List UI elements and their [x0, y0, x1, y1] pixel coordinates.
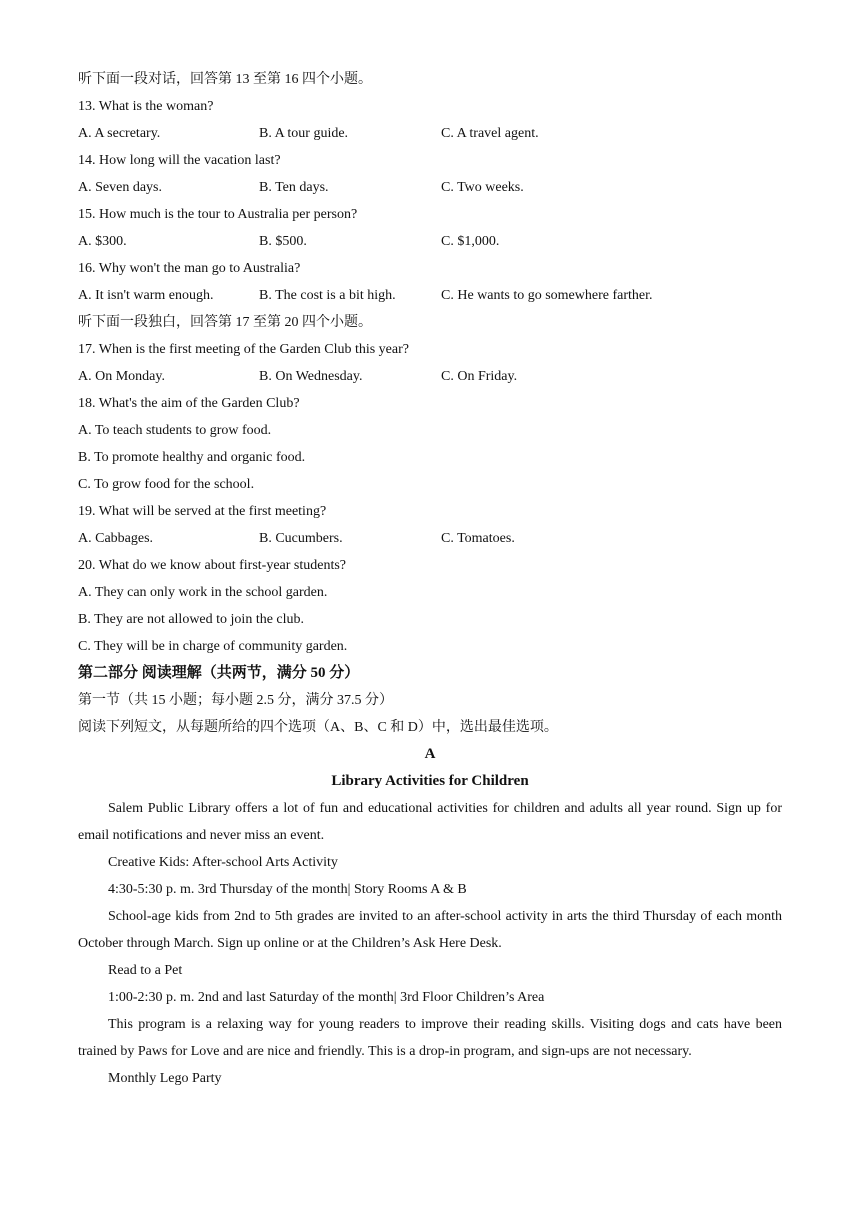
- question-14-options: [78, 174, 782, 201]
- monologue-instruction: 听下面一段独白，回答第 17 至第 20 四个小题。: [78, 315, 372, 330]
- option-c: C. Tomatoes.: [441, 531, 515, 546]
- option-b: B. A tour guide.: [259, 126, 349, 141]
- activity-3-name: Monthly Lego Party: [108, 1071, 222, 1086]
- option-b: B. The cost is a bit high.: [259, 288, 396, 303]
- option-c: C. Two weeks.: [441, 180, 524, 195]
- activity-2-name: Read to a Pet: [108, 963, 183, 978]
- option-b: B. Cucumbers.: [259, 531, 343, 546]
- option-b: B. $500.: [259, 234, 307, 249]
- section-one-heading: 第一节（共 15 小题；每小题 2.5 分，满分 37.5 分）: [78, 693, 393, 708]
- question-17-options: [78, 363, 782, 390]
- option-c: C. $1,000.: [441, 234, 500, 249]
- activity-1-description: School-age kids from 2nd to 5th grades are invited to an after-school activity in arts the third Thursday of each month October through March. Sign up online or at the Children’s Ask Here Desk.: [78, 909, 782, 951]
- question-16-options: [78, 282, 782, 309]
- option-c: C. To grow food for the school.: [78, 477, 255, 492]
- exam-page: [78, 66, 782, 1092]
- question-15: 15. How much is the tour to Australia per person?: [78, 207, 358, 222]
- activity-1-time: 4:30-5:30 p. m. 3rd Thursday of the month| Story Rooms A & B: [108, 882, 467, 897]
- question-19-options: [78, 525, 782, 552]
- option-a: A. It isn't warm enough.: [78, 288, 214, 303]
- option-b: B. To promote healthy and organic food.: [78, 450, 306, 465]
- activity-2-description: This program is a relaxing way for young readers to improve their reading skills. Visiting dogs and cats have been trained by Paws for Love and are nice and friendly. This is a drop-in program, and sign-ups are not necessary.: [78, 1017, 782, 1059]
- passage-intro-paragraph: Salem Public Library offers a lot of fun and educational activities for children and adults all year round. Sign up for email notifications and never miss an event.: [78, 801, 782, 843]
- question-19: 19. What will be served at the first meeting?: [78, 504, 327, 519]
- question-16: 16. Why won't the man go to Australia?: [78, 261, 301, 276]
- question-18: 18. What's the aim of the Garden Club?: [78, 396, 300, 411]
- question-15-options: [78, 228, 782, 255]
- option-a: A. On Monday.: [78, 369, 165, 384]
- option-b: B. Ten days.: [259, 180, 329, 195]
- option-a: A. They can only work in the school garden.: [78, 585, 328, 600]
- question-13: 13. What is the woman?: [78, 99, 214, 114]
- dialogue-instruction: 听下面一段对话，回答第 13 至第 16 四个小题。: [78, 72, 372, 87]
- option-a: A. Seven days.: [78, 180, 162, 195]
- option-b: B. They are not allowed to join the club.: [78, 612, 305, 627]
- option-c: C. On Friday.: [441, 369, 518, 384]
- option-b: B. On Wednesday.: [259, 369, 363, 384]
- passage-title: Library Activities for Children: [331, 773, 529, 789]
- question-14: 14. How long will the vacation last?: [78, 153, 281, 168]
- question-20: 20. What do we know about first-year students?: [78, 558, 347, 573]
- part-two-heading: 第二部分 阅读理解（共两节，满分 50 分）: [78, 665, 360, 681]
- option-c: C. He wants to go somewhere farther.: [441, 288, 653, 303]
- option-a: A. $300.: [78, 234, 127, 249]
- option-a: A. A secretary.: [78, 126, 161, 141]
- option-a: A. Cabbages.: [78, 531, 154, 546]
- activity-2-time: 1:00-2:30 p. m. 2nd and last Saturday of the month| 3rd Floor Children’s Area: [108, 990, 545, 1005]
- option-a: A. To teach students to grow food.: [78, 423, 272, 438]
- question-13-options: [78, 120, 782, 147]
- reading-instructions: 阅读下列短文，从每题所给的四个选项（A、B、C 和 D）中，选出最佳选项。: [78, 720, 558, 735]
- option-c: C. They will be in charge of community garden.: [78, 639, 348, 654]
- activity-1-name: Creative Kids: After-school Arts Activity: [108, 855, 338, 870]
- option-c: C. A travel agent.: [441, 126, 539, 141]
- question-17: 17. When is the first meeting of the Garden Club this year?: [78, 342, 409, 357]
- passage-letter: A: [424, 746, 436, 762]
